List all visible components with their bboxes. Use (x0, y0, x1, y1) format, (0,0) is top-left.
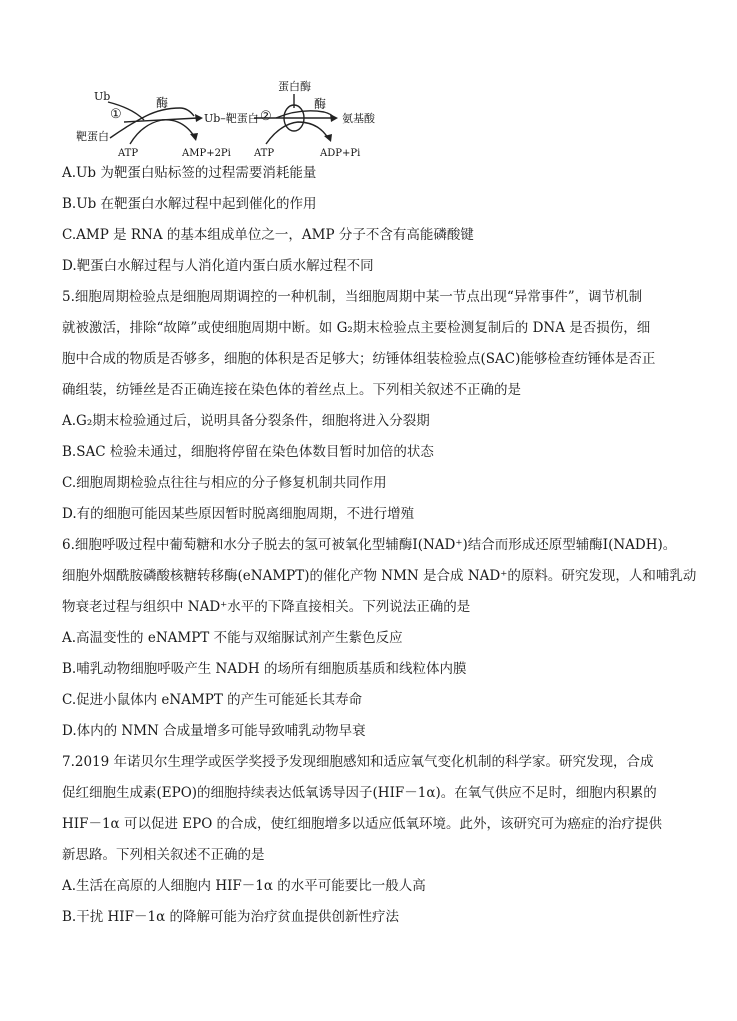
q7-stem-line-2: 促红细胞生成素(EPO)的细胞持续表达低氧诱导因子(HIF－1α)。在氧气供应不足时，细胞内积累的 (62, 785, 657, 801)
enzyme-1-label: 酶 (156, 96, 169, 110)
q6-stem-line-3: 物衰老过程与组织中 NAD⁺水平的下降直接相关。下列说法正确的是 (62, 599, 471, 615)
q5-stem-line-1: 5.细胞周期检验点是细胞周期调控的一种机制，当细胞周期中某一节点出现“异常事件”，调节机制 (62, 289, 643, 305)
q6-stem-line-1: 6.细胞呼吸过程中葡萄糖和水分子脱去的氢可被氧化型辅酶Ⅰ(NAD⁺)结合而形成还原型辅酶Ⅰ(NADH)。 (62, 537, 677, 553)
amp-arrowhead (190, 133, 198, 141)
q5-option-c: C.细胞周期检验点往往与相应的分子修复机制共同作用 (62, 475, 387, 491)
adp-arrowhead (324, 134, 332, 142)
q4-option-d: D.靶蛋白水解过程与人消化道内蛋白质水解过程不同 (62, 258, 374, 274)
q5-stem-line-4: 确组装，纺锤丝是否正确连接在染色体的着丝点上。下列相关叙述不正确的是 (62, 382, 521, 398)
ubiquitin-pathway-diagram (70, 78, 410, 160)
q5-option-a: A.G₂期末检验通过后，说明具备分裂条件，细胞将进入分裂期 (62, 413, 430, 429)
step-2-arrowhead (330, 114, 338, 122)
q4-option-c: C.AMP 是 RNA 的基本组成单位之一，AMP 分子不含有高能磷酸键 (62, 227, 474, 243)
step-1-marker: ① (110, 107, 122, 122)
adp-label: ADP+Pi (320, 148, 361, 159)
enzyme-2-label: 酶 (314, 97, 327, 111)
ub-label: Ub (94, 90, 111, 103)
q5-stem-line-3: 胞中合成的物质是否够多，细胞的体积是否足够大；纺锤体组装检验点(SAC)能够检查纺锤体是否正 (62, 351, 656, 367)
q5-stem-line-2: 就被激活，排除“故障”或使细胞周期中断。如 G₂期末检验点主要检测复制后的 DNA 是否损伤，细 (62, 320, 651, 336)
q6-option-d: D.体内的 NMN 合成量增多可能导致哺乳动物早衰 (62, 723, 366, 739)
amino-acid-label: 氨基酸 (342, 112, 375, 125)
q6-stem-line-2: 细胞外烟酰胺磷酸核糖转移酶(eNAMPT)的催化产物 NMN 是合成 NAD⁺的原料。研究发现，人和哺乳动 (62, 568, 697, 584)
q6-option-b: B.哺乳动物细胞呼吸产生 NADH 的场所有细胞质基质和线粒体内膜 (62, 661, 467, 677)
q7-option-b: B.干扰 HIF－1α 的降解可能为治疗贫血提供创新性疗法 (62, 909, 399, 925)
atp-2-curve (266, 122, 328, 144)
q4-option-b: B.Ub 在靶蛋白水解过程中起到催化的作用 (62, 196, 317, 212)
q7-stem-line-1: 7.2019 年诺贝尔生理学或医学奖授予发现细胞感知和适应氧气变化机制的科学家。研究发现，合成 (62, 754, 654, 770)
amp-label: AMP+2Pi (182, 148, 231, 159)
q5-option-d: D.有的细胞可能因某些原因暂时脱离细胞周期，不进行增殖 (62, 506, 415, 522)
atp-1-curve (130, 120, 194, 144)
target-protein-label: 靶蛋白 (76, 130, 109, 143)
step-2-marker: ② (260, 109, 272, 124)
q6-option-c: C.促进小鼠体内 eNAMPT 的产生可能延长其寿命 (62, 692, 363, 708)
atp-2-label: ATP (254, 148, 275, 159)
atp-1-label: ATP (118, 148, 139, 159)
q7-option-a: A.生活在高原的人细胞内 HIF－1α 的水平可能要比一般人高 (62, 878, 426, 894)
q4-option-a: A.Ub 为靶蛋白贴标签的过程需要消耗能量 (62, 165, 317, 181)
q5-option-b: B.SAC 检验未通过，细胞将停留在染色体数目暂时加倍的状态 (62, 444, 434, 460)
ub-target-product-label: Ub–靶蛋白 (204, 112, 259, 125)
q6-option-a: A.高温变性的 eNAMPT 不能与双缩脲试剂产生紫色反应 (62, 630, 403, 646)
step-1-arrowhead (195, 114, 203, 122)
q7-stem-line-3: HIF－1α 可以促进 EPO 的合成，使红细胞增多以适应低氧环境。此外，该研究可为癌症的治疗提供 (62, 816, 663, 832)
protease-label: 蛋白酶 (278, 80, 311, 93)
q7-stem-line-4: 新思路。下列相关叙述不正确的是 (62, 847, 265, 863)
